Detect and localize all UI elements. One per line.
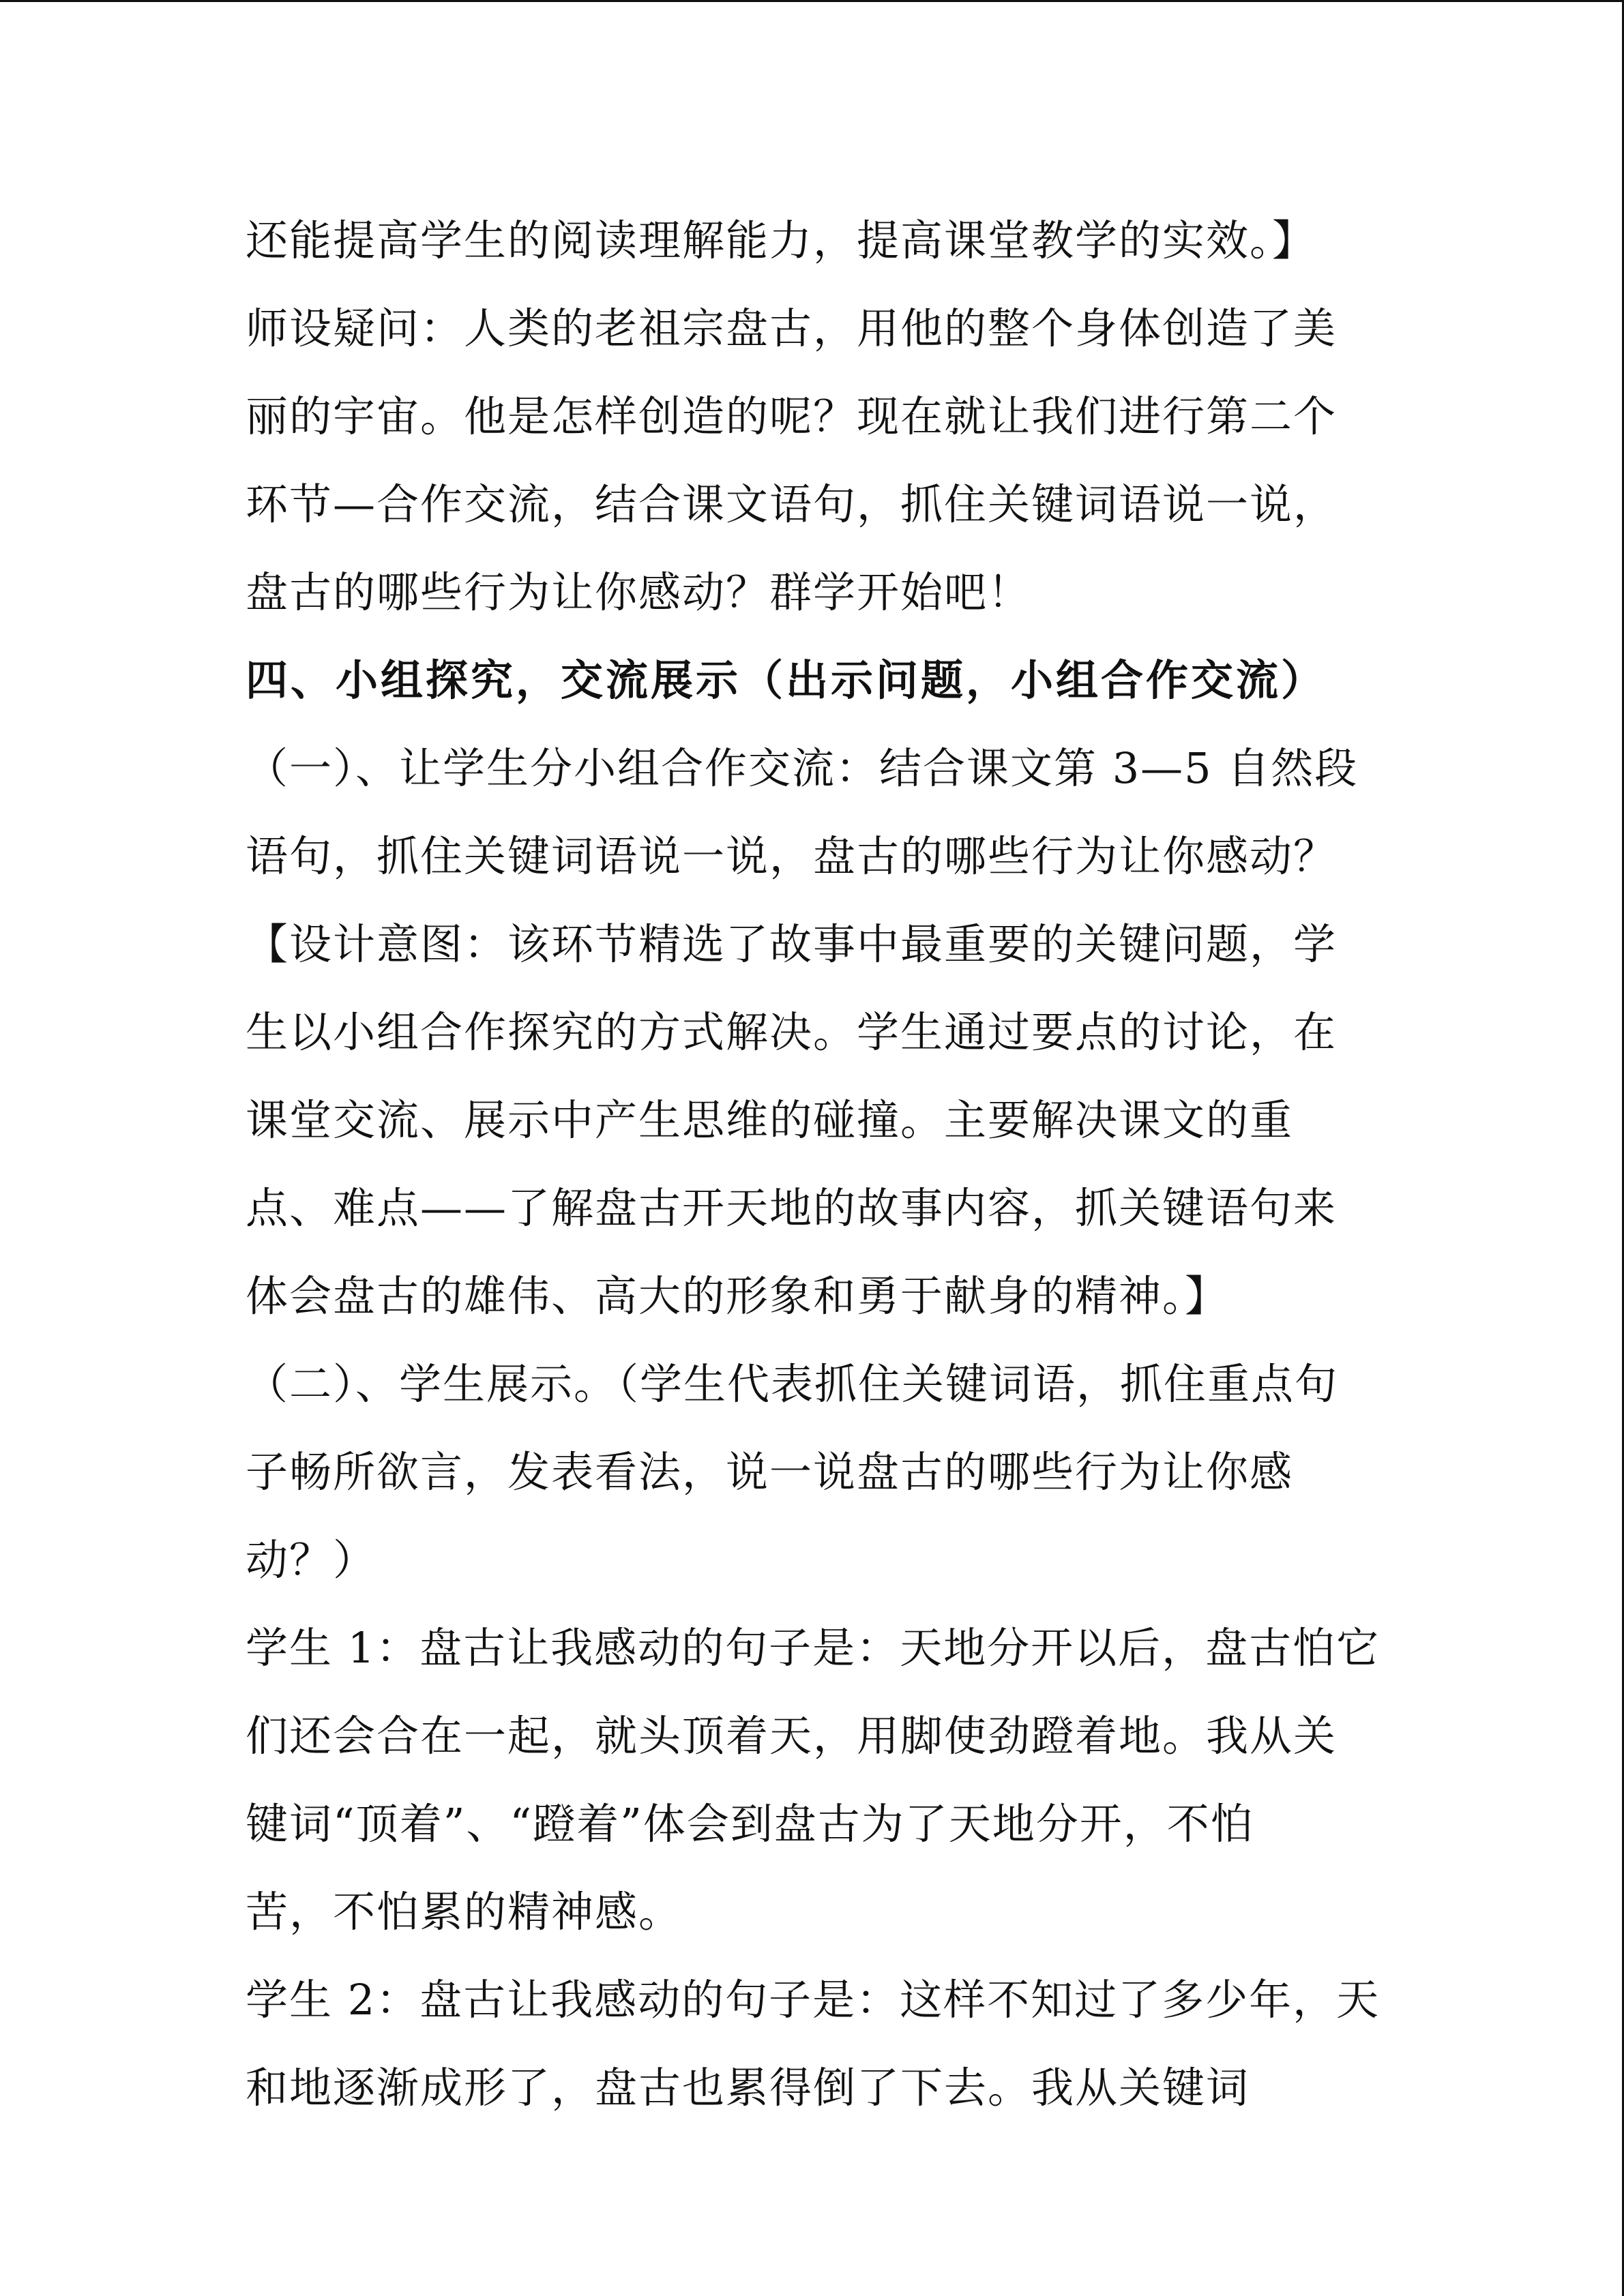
text-line: 课堂交流、展示中产生思维的碰撞。主要解决课文的重 (246, 1095, 1294, 1145)
text-line: 动？） (246, 1535, 377, 1585)
text-line: 学生 1：盘古让我感动的句子是：天地分开以后，盘古怕它 (246, 1623, 1381, 1673)
text-line: 师设疑问：人类的老祖宗盘古，用他的整个身体创造了美 (246, 303, 1338, 353)
text-line: 丽的宇宙。他是怎样创造的呢？现在就让我们进行第二个 (246, 391, 1338, 441)
text-line: 语句，抓住关键词语说一说，盘古的哪些行为让你感动？ (246, 831, 1338, 881)
text-line: 【设计意图：该环节精选了故事中最重要的关键问题，学 (246, 919, 1338, 969)
text-line: 学生 2：盘古让我感动的句子是：这样不知过了多少年，天 (246, 1975, 1381, 2025)
text-line: 子畅所欲言，发表看法，说一说盘古的哪些行为让你感 (246, 1447, 1294, 1497)
text-line: 苦，不怕累的精神感。 (246, 1887, 683, 1937)
text-line: 键词“顶着”、“蹬着”体会到盘古为了天地分开，不怕 (246, 1799, 1254, 1849)
text-line: 生以小组合作探究的方式解决。学生通过要点的讨论，在 (246, 1007, 1338, 1057)
text-line: 体会盘古的雄伟、高大的形象和勇于献身的精神。】 (246, 1271, 1229, 1321)
text-line: （二）、学生展示。（学生代表抓住关键词语，抓住重点句 (246, 1359, 1339, 1409)
text-line: 点、难点——了解盘古开天地的故事内容，抓关键语句来 (246, 1183, 1338, 1233)
text-line: 盘古的哪些行为让你感动？群学开始吧！ (246, 567, 1032, 617)
section-heading: 四、小组探究，交流展示（出示问题，小组合作交流） (246, 655, 1327, 705)
document-body (246, 196, 1391, 2132)
text-line: 们还会合在一起，就头顶着天，用脚使劲蹬着地。我从关 (246, 1711, 1338, 1761)
text-line: 还能提高学生的阅读理解能力，提高课堂教学的实效。】 (246, 215, 1316, 265)
text-line: 环节—合作交流，结合课文语句，抓住关键词语说一说， (246, 479, 1338, 529)
text-line: 和地逐渐成形了，盘古也累得倒了下去。我从关键词 (246, 2063, 1250, 2113)
text-line: （一）、让学生分小组合作交流：结合课文第 3—5 自然段 (246, 743, 1359, 793)
page-border-top (0, 0, 1624, 2)
